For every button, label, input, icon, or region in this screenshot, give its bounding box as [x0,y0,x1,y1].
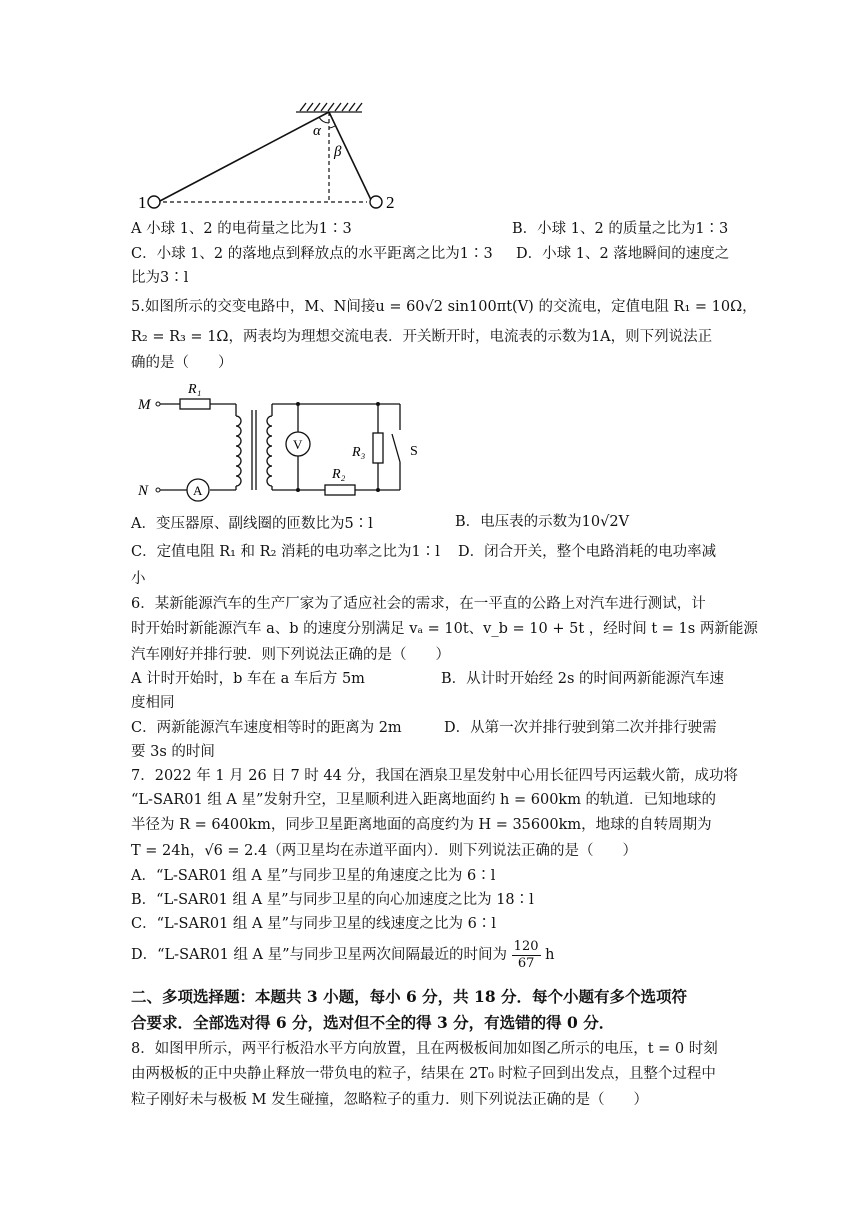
primary-coil [236,416,241,486]
ball-1 [148,196,160,208]
label-r3: R₃ [352,445,366,460]
q7-option-b: B．“L-SAR01 组 A 星”与同步卫星的向心加速度之比为 18∶l [131,892,534,908]
ball-2 [370,196,382,208]
label-r1: R₁ [188,382,202,397]
q5-option-a: A．变压器原、副线圈的匝数比为5∶l [131,516,373,532]
q7-option-d-text: D．“L-SAR01 组 A 星”与同步卫星两次间隔最近的时间为 [131,947,508,963]
q7-stem-1: 7．2022 年 1 月 26 日 7 时 44 分，我国在酒泉卫星发射中心用长征四号丙运载火箭，成功将 [131,768,738,784]
q6-option-c: C．两新能源汽车速度相等时的距离为 2m [131,720,402,736]
q5-option-d: D．闭合开关，整个电路消耗的电功率减 [458,544,717,560]
q7-stem-4: T = 24h，√6 = 2.4（两卫星均在赤道平面内）．则下列说法正确的是（ ） [131,843,637,859]
q7-option-d [131,937,554,973]
q6-stem-1: 6．某新能源汽车的生产厂家为了适应社会的需求，在一平直的公路上对汽车进行测试，计 [131,596,706,612]
ceiling-hatch [296,103,362,112]
secondary-coil [267,416,272,486]
q5-option-d-cont: 小 [131,571,146,587]
q5-circuit [138,378,428,506]
q6-stem-2: 时开始时新能源汽车 a、b 的速度分别满足 vₐ = 10t、v_b = 10 + 5t ，经时间 t = 1s 两新能源 [131,621,758,637]
q6-option-d-cont: 要 3s 的时间 [131,744,215,760]
label-m: M [138,397,151,413]
q6-option-a: A 计时开始时，b 车在 a 车后方 5m [131,671,365,687]
angle-arc-beta [329,126,335,128]
q8-stem-3: 粒子刚好未与极板 M 发生碰撞，忽略粒子的重力．则下列说法正确的是（ ） [131,1092,649,1108]
resistor-r2 [325,485,355,495]
section-2-heading-2: 合要求．全部选对得 6 分，选对但不全的得 3 分，有选错的得 0 分． [131,1013,615,1032]
q5-stem-2: R₂ = R₃ = 1Ω，两表均为理想交流电表．开关断开时，电流表的示数为1A，则下列说法正 [131,329,713,345]
q6-option-b: B．从计时开始经 2s 的时间两新能源汽车速 [441,671,725,687]
resistor-r3 [373,433,383,463]
q5-option-c: C．定值电阻 R₁ 和 R₂ 消耗的电功率之比为1∶l [131,544,440,560]
fraction-numerator: 120 [513,938,539,954]
section-2-heading-1: 二、多项选择题：本题共 3 小题，每小 6 分，共 18 分．每个小题有多个选项符 [131,987,688,1006]
q8-stem-1: 8．如图甲所示，两平行板沿水平方向放置，且在两极板间加如图乙所示的电压，t = 0 时刻 [131,1041,718,1057]
switch-s [392,434,400,462]
label-s: S [410,444,418,459]
q4-option-d: D．小球 1、2 落地瞬间的速度之 [516,246,730,262]
q7-option-a: A．“L-SAR01 组 A 星”与同步卫星的角速度之比为 6∶l [131,868,496,884]
string-1 [158,112,329,202]
q7-option-c: C．“L-SAR01 组 A 星”与同步卫星的线速度之比为 6∶l [131,916,496,932]
q4-option-c: C．小球 1、2 的落地点到释放点的水平距离之比为1∶3 [131,246,493,262]
q5-stem-3: 确的是（ ） [131,355,233,371]
q4-option-b: B．小球 1、2 的质量之比为1∶3 [512,221,729,237]
label-alpha: α [313,123,321,139]
fraction-denominator: 67 [517,955,535,971]
q4-option-a: A 小球 1、2 的电荷量之比为1∶3 [131,221,352,237]
label-n: N [138,483,149,499]
resistor-r1 [180,399,210,409]
q7-option-d-unit: h [545,947,555,963]
label-a: A [193,483,203,498]
q6-option-b-cont: 度相同 [131,695,175,711]
label-ball-1: 1 [138,193,147,212]
q7-stem-2: “L-SAR01 组 A 星”发射升空，卫星顺利进入距离地面约 h = 600km 的轨道．已知地球的 [131,792,717,808]
q7-stem-3: 半径为 R = 6400km，同步卫星距离地面的高度约为 H = 35600km，地球的自转周期为 [131,817,712,833]
q8-stem-2: 由两极板的正中央静止释放一带负电的粒子，结果在 2T₀ 时粒子回到出发点，且整个过程中 [131,1066,716,1082]
q4-option-d-cont: 比为3∶l [131,270,189,286]
q6-option-d: D．从第一次并排行驶到第二次并排行驶需 [444,720,717,736]
label-v: V [293,437,303,452]
q5-stem-1: 5.如图所示的交变电路中，M、N间接u = 60√2 sin100πt(V) 的交流电，定值电阻 R₁ = 10Ω， [131,299,757,315]
label-beta: β [334,144,342,160]
q4-figure [138,98,408,216]
q7-option-d-fraction [512,939,541,972]
q6-stem-3: 汽车刚好并排行驶．则下列说法正确的是（ ） [131,647,450,663]
label-r2: R₂ [332,467,346,482]
label-ball-2: 2 [386,193,395,212]
q5-option-b: B．电压表的示数为10√2V [455,514,630,530]
